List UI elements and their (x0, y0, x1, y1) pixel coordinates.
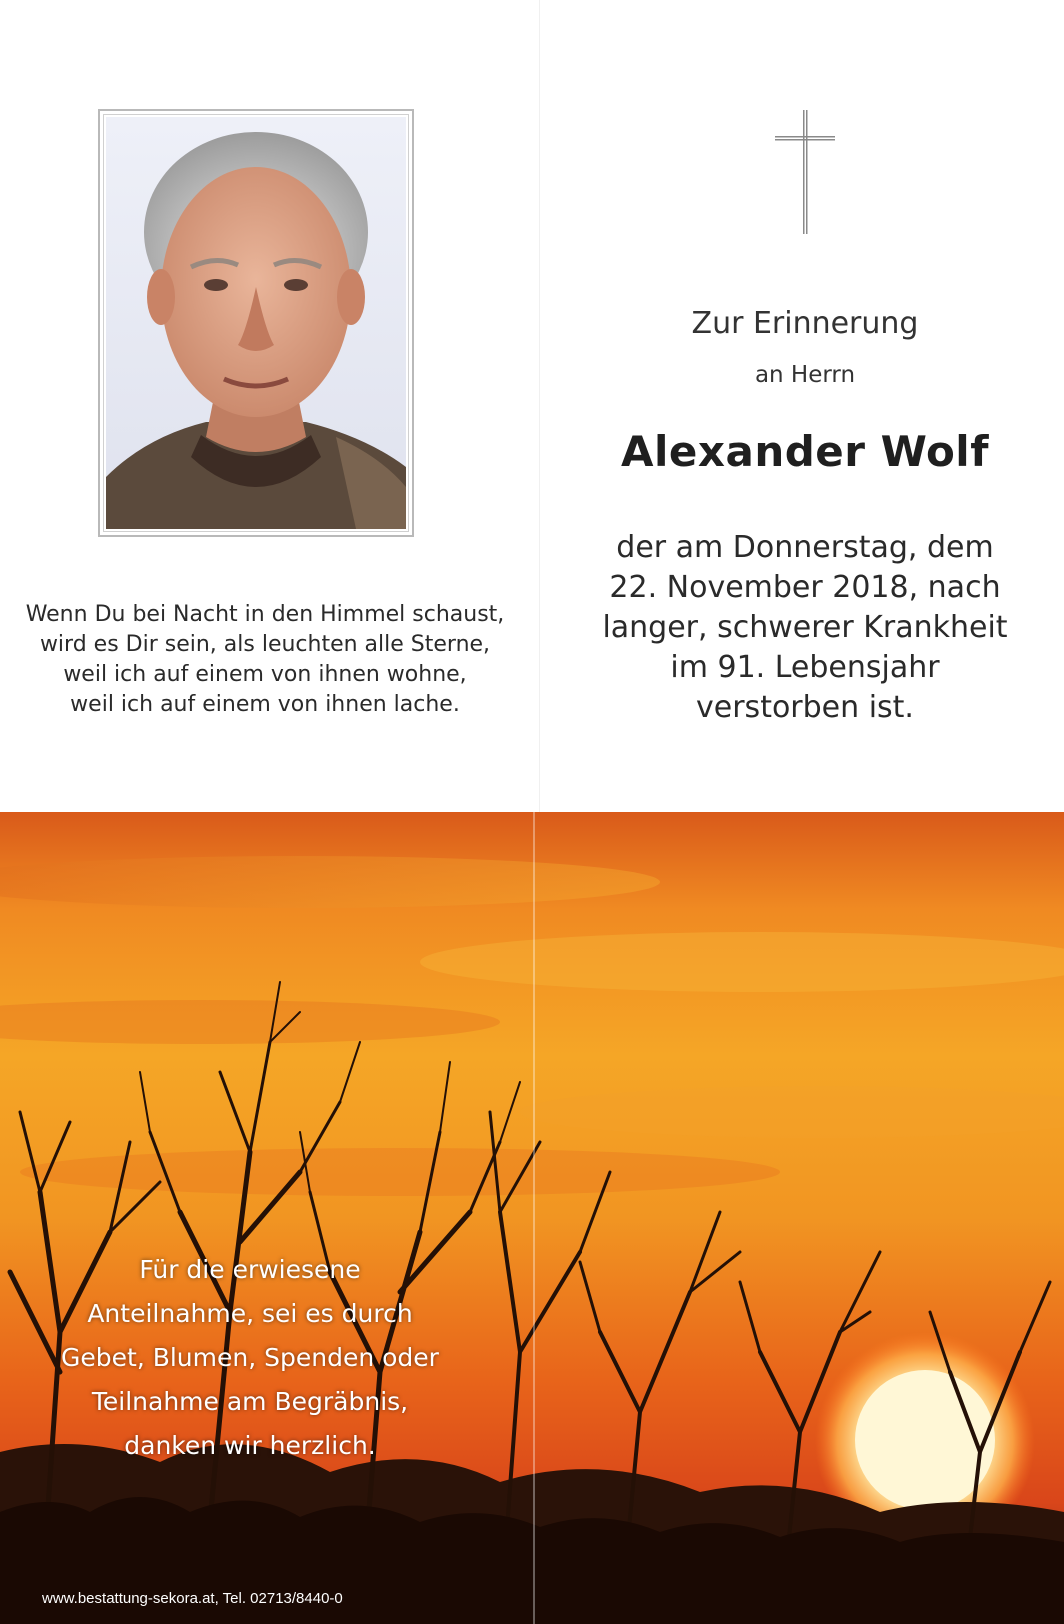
salutation: an Herrn (754, 362, 856, 388)
portrait-frame (98, 109, 414, 537)
cross-icon (770, 108, 840, 238)
footer-contact: www.bestattung-sekora.at, Tel. 02713/8440-0 (42, 1590, 343, 1607)
death-notice (560, 528, 1050, 728)
thanks-line: Teilnahme am Begräbnis, (91, 1387, 409, 1416)
fold-line (533, 812, 535, 1624)
poem (20, 600, 510, 720)
thanks-line: Gebet, Blumen, Spenden oder (61, 1343, 439, 1372)
portrait-photo (106, 117, 406, 529)
poem-line: Wenn Du bei Nacht in den Himmel schaust, (25, 602, 505, 627)
thanks-message (40, 1248, 460, 1468)
death-notice-line: 22. November 2018, nach (609, 570, 1001, 605)
thanks-line: Anteilnahme, sei es durch (87, 1299, 413, 1328)
memorial-heading: Zur Erinnerung (691, 306, 919, 341)
thanks-line: danken wir herzlich. (124, 1431, 376, 1460)
fold-line (539, 0, 540, 812)
poem-line: wird es Dir sein, als leuchten alle Sterne, (39, 632, 491, 657)
deceased-name: Alexander Wolf (621, 427, 989, 476)
sunset-image (0, 812, 1064, 1624)
death-notice-line: langer, schwerer Krankheit (602, 610, 1008, 645)
death-notice-line: der am Donnerstag, dem (616, 530, 994, 565)
thanks-line: Für die erwiesene (139, 1255, 361, 1284)
poem-line: weil ich auf einem von ihnen wohne, (63, 662, 467, 687)
death-notice-line: im 91. Lebensjahr (670, 650, 940, 685)
death-notice-line: verstorben ist. (696, 690, 914, 725)
poem-line: weil ich auf einem von ihnen lache. (70, 692, 460, 717)
